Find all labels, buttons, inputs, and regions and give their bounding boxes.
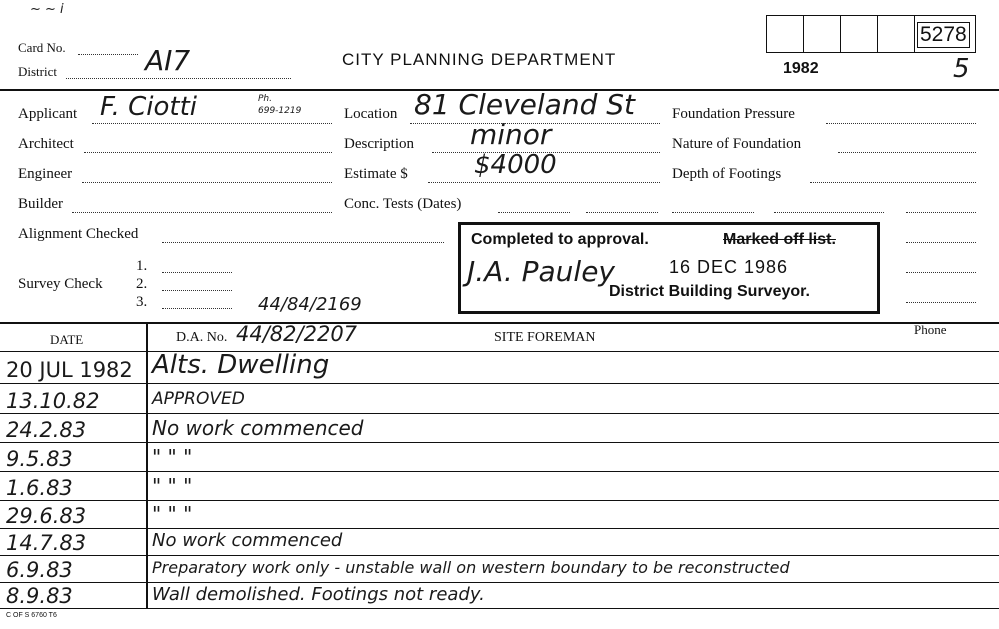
card-number-extra: 5 xyxy=(953,54,970,84)
card-number: 5278 xyxy=(917,22,970,48)
stamp-title: District Building Surveyor. xyxy=(609,283,810,300)
stamp-date: 16 DEC 1986 xyxy=(669,257,789,277)
year: 1982 xyxy=(783,60,819,77)
date-header: DATE xyxy=(50,332,84,347)
survey-line-3 xyxy=(162,308,232,309)
phone-note-value: 699-1219 xyxy=(258,106,302,116)
entry-date: 8.9.83 xyxy=(6,584,73,608)
survey-item-2: 2. xyxy=(136,276,148,292)
row-rule xyxy=(0,351,999,352)
estimate-line xyxy=(428,182,660,183)
stamp-signature: J.A. Pauley xyxy=(467,255,615,288)
row-rule xyxy=(0,442,999,443)
entry-text: " " " xyxy=(152,474,193,498)
conc-line-1 xyxy=(498,212,570,213)
description-value: minor xyxy=(470,118,552,151)
entry-text: Wall demolished. Footings not ready. xyxy=(152,584,485,605)
row-rule xyxy=(0,555,999,556)
foundation-extra-line-4 xyxy=(906,242,976,243)
survey-line-2 xyxy=(162,290,232,291)
estimate-value: $4000 xyxy=(474,150,557,180)
phone-label: Phone xyxy=(914,322,947,337)
conc-line-2 xyxy=(586,212,658,213)
builder-line xyxy=(72,212,332,213)
row-rule xyxy=(0,500,999,501)
entry-date: 24.2.83 xyxy=(6,418,87,442)
entry-date: 1.6.83 xyxy=(6,476,73,500)
engineer-line xyxy=(82,182,332,183)
phone-note-label: Ph. xyxy=(258,94,272,104)
row-rule xyxy=(0,383,999,384)
foundation-nature-label: Nature of Foundation xyxy=(672,136,802,152)
survey-item-3: 3. xyxy=(136,294,148,310)
card-no-label: Card No. xyxy=(18,40,66,55)
builder-label: Builder xyxy=(18,196,63,212)
stamp-line-1b: Marked off list. xyxy=(723,231,836,248)
entry-date: 6.9.83 xyxy=(6,558,73,582)
da-value: 44/82/2207 xyxy=(236,322,358,346)
row-rule xyxy=(0,582,999,583)
row-rule xyxy=(0,413,999,414)
survey-3-value: 44/84/2169 xyxy=(258,294,362,315)
estimate-label: Estimate $ xyxy=(344,166,408,182)
footing-depth-line xyxy=(810,182,976,183)
entry-date: 13.10.82 xyxy=(6,389,100,413)
entry-text: Preparatory work only - unstable wall on western boundary to be reconstructed xyxy=(152,558,790,577)
entry-text: " " " xyxy=(152,502,193,526)
foundation-pressure-line xyxy=(826,123,976,124)
entry-text: Alts. Dwelling xyxy=(152,350,330,380)
entry-date: 20 JUL 1982 xyxy=(6,358,133,382)
architect-line xyxy=(84,152,332,153)
alignment-line xyxy=(162,242,444,243)
footing-depth-label: Depth of Footings xyxy=(672,166,782,182)
district-value: AI7 xyxy=(145,44,191,77)
district-line xyxy=(66,78,291,79)
card-no-line xyxy=(78,54,138,55)
entry-text: No work commenced xyxy=(152,416,364,440)
entry-text: " " " xyxy=(152,445,193,469)
engineer-label: Engineer xyxy=(18,166,73,182)
location-value: 81 Cleveland St xyxy=(414,88,635,121)
foundation-extra-line-2 xyxy=(774,212,884,213)
code-box-4 xyxy=(877,15,915,53)
survey-label: Survey Check xyxy=(18,276,103,292)
description-label: Description xyxy=(344,136,414,152)
top-scribble: ~ ~ i xyxy=(30,2,64,17)
log-top-rule xyxy=(0,322,999,324)
survey-item-1: 1. xyxy=(136,258,148,274)
conc-tests-label: Conc. Tests (Dates) xyxy=(344,196,462,212)
applicant-label: Applicant xyxy=(18,106,78,122)
entry-text: APPROVED xyxy=(152,389,245,409)
entry-date: 9.5.83 xyxy=(6,447,73,471)
applicant-line xyxy=(92,123,332,124)
form-code: C OF S 6760 T6 xyxy=(6,612,57,619)
site-foreman-label: SITE FOREMAN xyxy=(494,330,596,345)
entry-date: 14.7.83 xyxy=(6,531,87,555)
code-box-1 xyxy=(766,15,804,53)
district-label: District xyxy=(18,64,57,79)
survey-line-1 xyxy=(162,272,232,273)
da-label: D.A. No. xyxy=(176,330,228,345)
department-title: CITY PLANNING DEPARTMENT xyxy=(342,50,617,69)
foundation-extra-line-5 xyxy=(906,272,976,273)
alignment-label: Alignment Checked xyxy=(18,226,139,242)
log-column-divider xyxy=(146,322,148,608)
foundation-extra-line-1 xyxy=(672,212,754,213)
code-box-3 xyxy=(840,15,878,53)
applicant-value: F. Ciotti xyxy=(100,92,198,122)
entry-date: 29.6.83 xyxy=(6,504,87,528)
approval-stamp xyxy=(458,222,880,314)
row-rule xyxy=(0,471,999,472)
entry-text: No work commenced xyxy=(152,530,343,551)
architect-label: Architect xyxy=(18,136,74,152)
code-box-2 xyxy=(803,15,841,53)
foundation-pressure-label: Foundation Pressure xyxy=(672,106,795,122)
row-rule xyxy=(0,608,999,609)
foundation-extra-line-6 xyxy=(906,302,976,303)
stamp-line-1: Completed to approval. xyxy=(471,231,649,248)
foundation-extra-line-3 xyxy=(906,212,976,213)
foundation-nature-line xyxy=(838,152,976,153)
row-rule xyxy=(0,528,999,529)
location-label: Location xyxy=(344,106,398,122)
